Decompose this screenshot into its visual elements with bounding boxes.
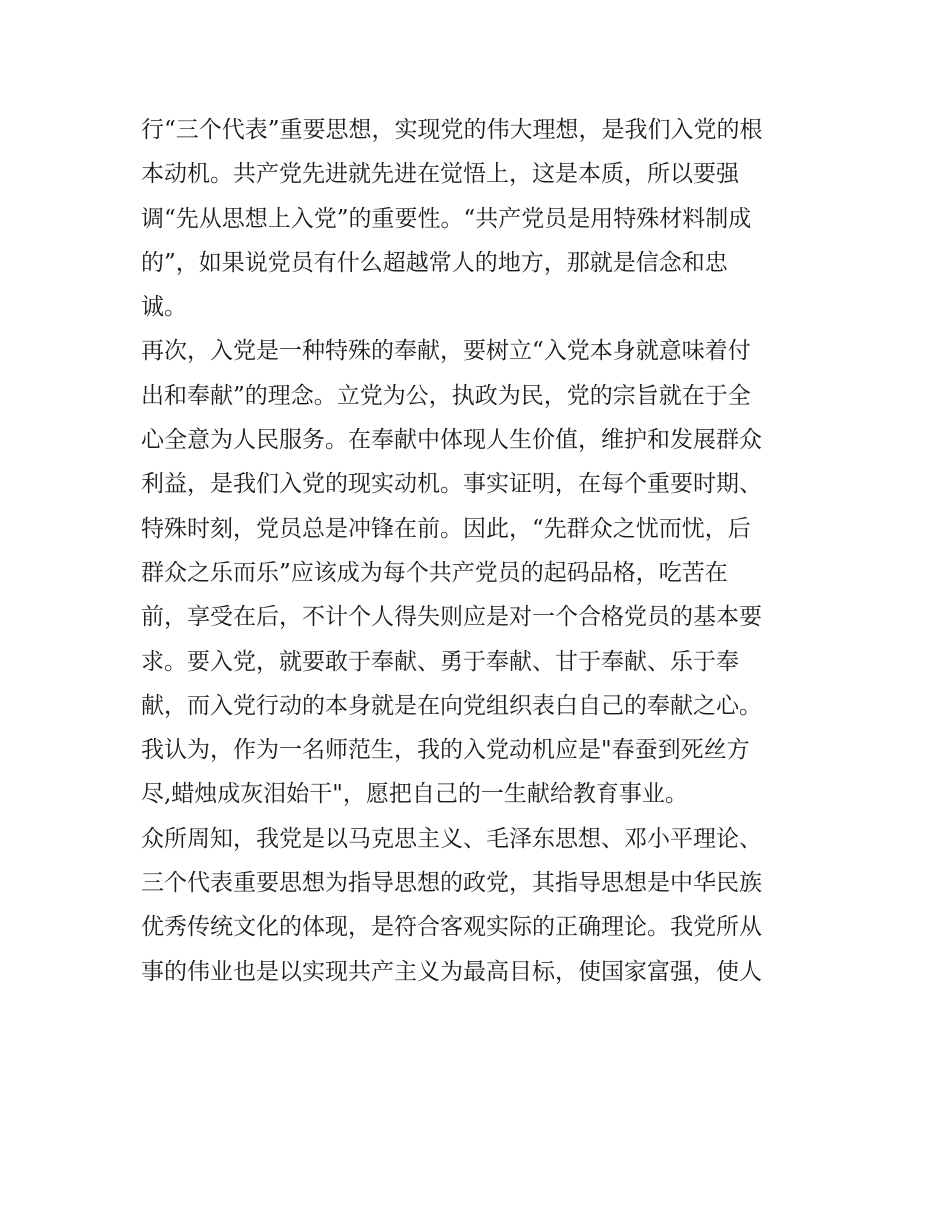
text-line: 诚。 [141, 294, 187, 321]
text-line: 求。要入党，就要敢于奉献、勇于奉献、甘于奉献、乐于奉 [141, 648, 739, 675]
text-line: 优秀传统文化的体现，是符合客观实际的正确理论。我党所从 [141, 914, 762, 941]
text-line: 本动机。共产党先进就先进在觉悟上，这是本质，所以要强 [141, 161, 739, 188]
text-line: 事的伟业也是以实现共产主义为最高目标，使国家富强，使人 [141, 958, 762, 985]
text-line: 再次，入党是一种特殊的奉献，要树立“入党本身就意味着付 [141, 338, 751, 365]
text-line: 心全意为人民服务。在奉献中体现人生价值，维护和发展群众 [141, 427, 762, 454]
document-body-text [141, 108, 831, 994]
text-line: 行“三个代表”重要思想，实现党的伟大理想，是我们入党的根 [141, 117, 763, 143]
text-line: 出和奉献”的理念。立党为公，执政为民，党的宗旨就在于全 [141, 382, 751, 409]
text-line: 群众之乐而乐”应该成为每个共产党员的起码品格，吃苦在 [141, 559, 728, 586]
text-line: 利益，是我们入党的现实动机。事实证明，在每个重要时期、 [141, 471, 762, 498]
text-line: 尽,蜡烛成灰泪始干"，愿把自己的一生献给教育事业。 [141, 781, 688, 808]
text-line: 前，享受在后，不计个人得失则应是对一个合格党员的基本要 [141, 604, 762, 631]
text-line: 献，而入党行动的本身就是在向党组织表白自己的奉献之心。 [141, 692, 762, 719]
text-line: 三个代表重要思想为指导思想的政党，其指导思想是中华民族 [141, 870, 762, 897]
text-line: 特殊时刻，党员总是冲锋在前。因此，“先群众之忧而忧，后 [141, 515, 751, 542]
text-line: 我认为，作为一名师范生，我的入党动机应是"春蚕到死丝方 [141, 737, 750, 764]
text-line: 众所周知，我党是以马克思主义、毛泽东思想、邓小平理论、 [141, 825, 762, 852]
text-line: 的”，如果说党员有什么超越常人的地方，那就是信念和忠 [141, 249, 728, 276]
text-line: 调“先从思想上入党”的重要性。“共产党员是用特殊材料制成 [141, 205, 752, 232]
